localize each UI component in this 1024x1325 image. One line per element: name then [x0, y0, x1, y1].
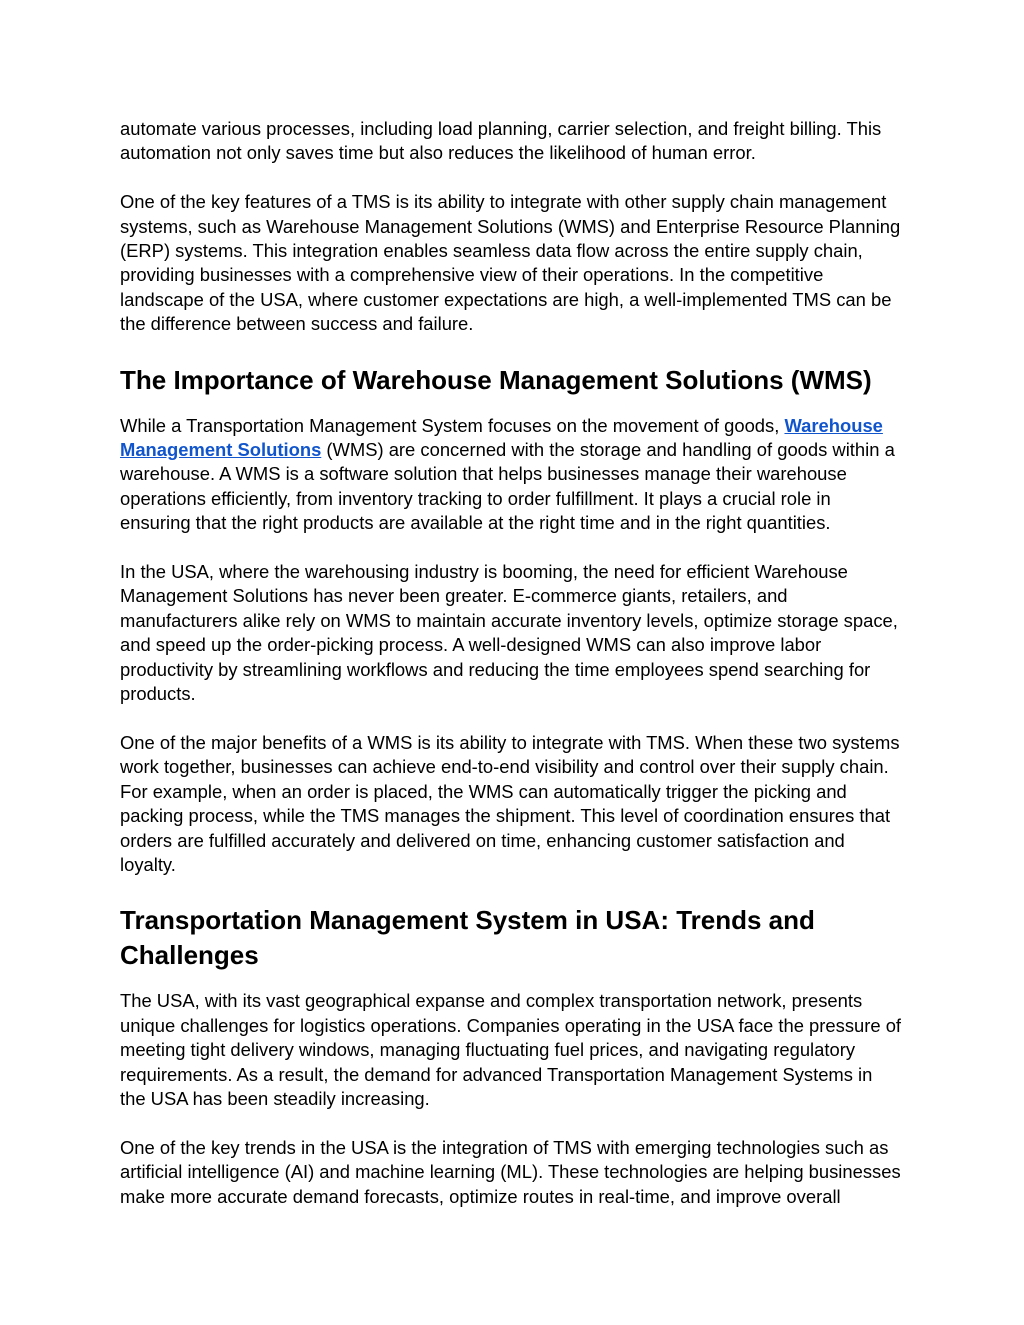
heading-wms-importance: The Importance of Warehouse Management Solutions (WMS) — [120, 364, 872, 395]
paragraph-usa-challenges: The USA, with its vast geographical expanse and complex transportation network, presents unique challenges for logistics operations. Companies operating in the USA face the pressure of meeting tight delivery windows, managing fluctuating fuel prices, and navigating regulatory requirements. As a result, the demand for advanced Transportation Management Systems in the USA has been steadily increasing. — [120, 990, 902, 1109]
wms-definition-text-after-link: (WMS) are concerned with the storage and handling of goods within a warehouse. A WMS is a software solution that helps businesses manage their warehouse operations efficiently, from inventory tracking to order fulfillment. It plays a crucial role in ensuring that the right products are available at the right time and in the right quantities. — [120, 439, 895, 534]
paragraph-wms-definition — [120, 414, 903, 536]
warehouse-management-solutions-link[interactable]: Warehouse Management Solutions — [120, 414, 883, 461]
heading-trends-challenges: Transportation Management System in USA: Trends and Challenges — [120, 905, 815, 971]
paragraph-wms-benefits: One of the major benefits of a WMS is its ability to integrate with TMS. When these two systems work together, businesses can achieve end-to-end visibility and control over their supply chain. For example, when an order is placed, the WMS can automatically trigger the picking and packing process, while the TMS manages the shipment. This level of coordination ensures that orders are fulfilled accurately and delivered on time, enhancing customer satisfaction and loyalty. — [120, 731, 900, 875]
paragraph-wms-usa: In the USA, where the warehousing industry is booming, the need for efficient Warehouse Management Solutions has never been greater. E-commerce giants, retailers, and manufacturers alike rely on WMS to maintain accurate inventory levels, optimize storage space, and speed up the order-picking process. A well-designed WMS can also improve labor productivity by streamlining workflows and reducing the time employees spend searching for products. — [120, 561, 898, 705]
wms-definition-text-before-link: While a Transportation Management System focuses on the movement of goods, — [120, 414, 785, 436]
paragraph-key-trends: One of the key trends in the USA is the integration of TMS with emerging technologies such as artificial intelligence (AI) and machine learning (ML). These technologies are helping businesses make more accurate demand forecasts, optimize routes in real-time, and improve overall — [120, 1136, 901, 1207]
paragraph-automation: automate various processes, including load planning, carrier selection, and freight billing. This automation not only saves time but also reduces the likelihood of human error. — [120, 118, 882, 164]
paragraph-tms-integration: One of the key features of a TMS is its ability to integrate with other supply chain management systems, such as Warehouse Management Solutions (WMS) and Enterprise Resource Planning (ERP) systems. This integration enables seamless data flow across the entire supply chain, providing businesses with a comprehensive view of their operations. In the competitive landscape of the USA, where customer expectations are high, a well-implemented TMS can be the difference between success and failure. — [120, 191, 901, 335]
